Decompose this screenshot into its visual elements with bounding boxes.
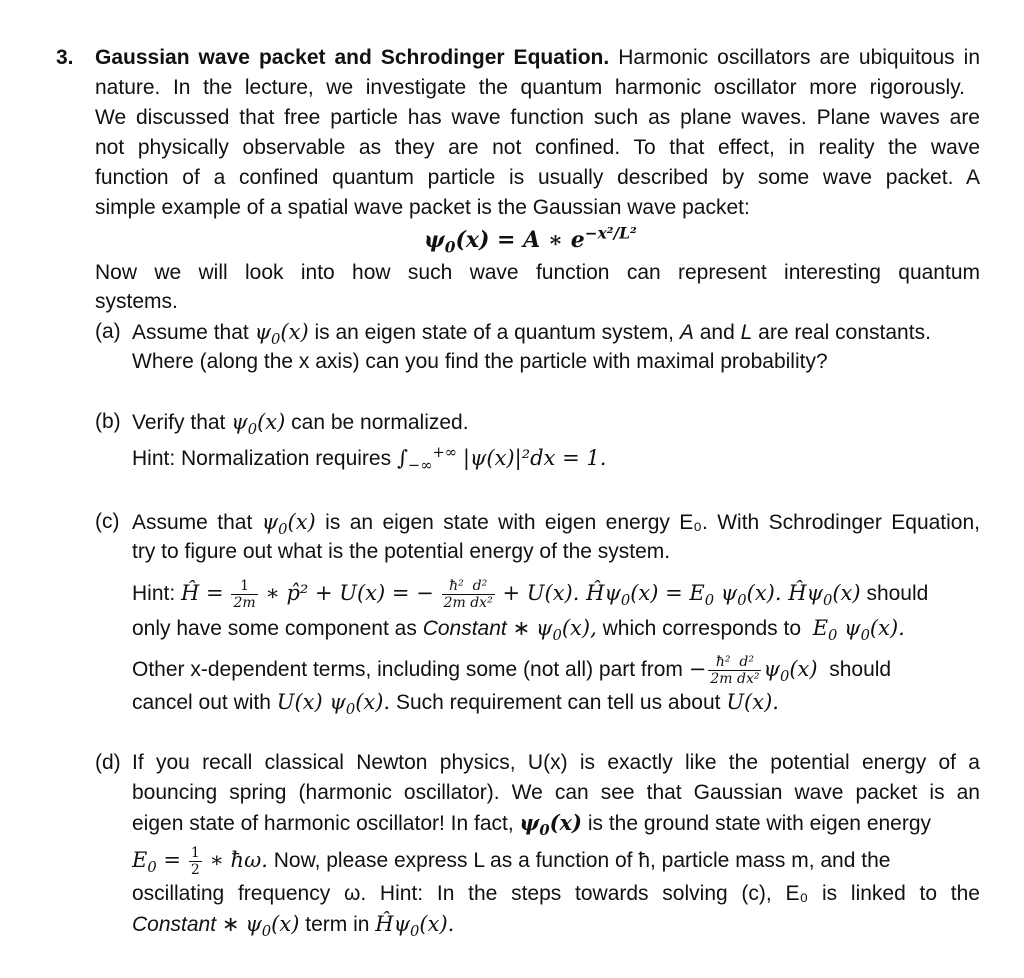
part-d-label: (d)	[95, 751, 121, 774]
problem-intro-line-4: not physically observable as they are not confined. To that effect, in reality the wave	[95, 136, 980, 159]
part-d-line-3: eigen state of harmonic oscillator! In fact, $\psi_0(x)$ is the ground state with eigen energy	[132, 810, 932, 840]
problem-number: 3.	[56, 46, 74, 69]
part-c-hint: Hint: Ĥ = $\frac{1}{2m}$ ∗ p̂² + U(x) = − $\frac{\text{ħ² d²}}{\text{2m dx²}}$ + U(x). $Ĥ\psi_0(x) = E_0$ $\psi_0(x)$. $Ĥ\psi_0(x)$ should	[132, 578, 929, 611]
part-a-label: (a)	[95, 320, 121, 343]
gaussian-equation: $\psi_0(x) = A$ ∗ $e^{-x^2/L^2}$	[424, 224, 637, 257]
problem-intro-line-1: Gaussian wave packet and Schrodinger Equation. Harmonic oscillators are ubiquitous in	[95, 46, 980, 69]
problem-intro-line-2: nature. In the lecture, we investigate the quantum harmonic oscillator more rigorously.	[95, 76, 965, 99]
part-d-line-5: oscillating frequency ω. Hint: In the steps towards solving (c), E₀ is linked to the	[132, 882, 980, 905]
part-a-line-1: Assume that $\psi_0(x)$ is an eigen state of a quantum system, A and L are real constants.	[132, 320, 931, 349]
part-c-line-5: Other x-dependent terms, including some (not all) part from − $\frac{\text{ħ² d²}}{\text{2m dx²}}$ $\psi_0(x)$ should	[132, 654, 892, 687]
problem-intro-line-3: We discussed that free particle has wave function such as plane waves. Plane waves are	[95, 106, 980, 129]
part-c-line-4: only have some component as Constant ∗ $\psi_0(x)$, which corresponds to $E_0$ $\psi_0(x)$.	[132, 616, 905, 645]
problem-intro-line-5: function of a confined quantum particle is usually described by some wave packet. A	[95, 166, 980, 189]
part-d-line-1: If you recall classical Newton physics, U(x) is exactly like the potential energy of a	[132, 751, 980, 774]
part-a-line-2: Where (along the x axis) can you find the particle with maximal probability?	[132, 350, 828, 373]
problem-title: Gaussian wave packet and Schrodinger Equation.	[95, 46, 610, 69]
problem-after-line-2: systems.	[95, 290, 178, 313]
problem-intro-line-6: simple example of a spatial wave packet is the Gaussian wave packet:	[95, 196, 750, 219]
problem-after-line-1: Now we will look into how such wave function can represent interesting quantum	[95, 261, 980, 284]
part-d-line-6: Constant ∗ $\psi_0(x)$ term in $Ĥ\psi_0(x)$.	[132, 912, 455, 941]
part-c-label: (c)	[95, 510, 120, 533]
part-c-line-1: Assume that $\psi_0(x)$ is an eigen state with eigen energy E₀. With Schrodinger Equation,	[132, 510, 980, 539]
part-b-label: (b)	[95, 410, 121, 433]
part-b-hint: Hint: Normalization requires $\int_{-\infty}^{+\infty}$ |ψ(x)|²dx = 1.	[132, 444, 607, 475]
part-d-line-4: $E_0$ = $\frac{1}{2}$ ∗ ħω. Now, please express L as a function of ħ, particle mass m, and the	[132, 845, 891, 878]
part-d-line-2: bouncing spring (harmonic oscillator). We can see that Gaussian wave packet is an	[132, 781, 980, 804]
part-b-line-1: Verify that $\psi_0(x)$ can be normalized.	[132, 410, 469, 439]
part-c-line-2: try to figure out what is the potential energy of the system.	[132, 540, 671, 563]
part-c-line-6: cancel out with U(x) $\psi_0(x)$. Such requirement can tell us about U(x).	[132, 690, 779, 719]
